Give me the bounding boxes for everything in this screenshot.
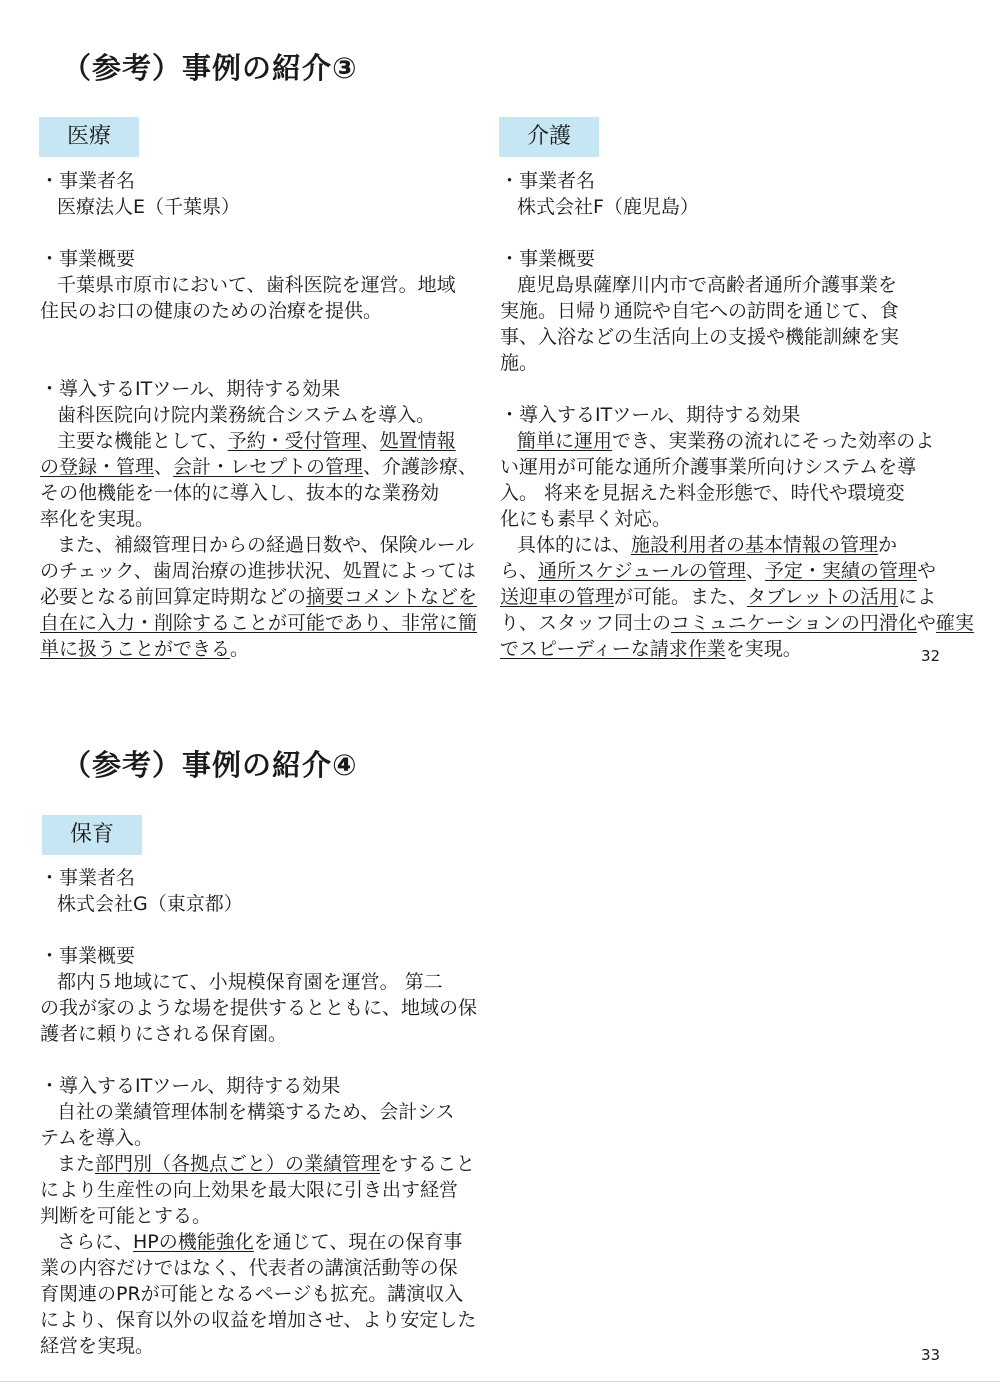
page-number: 33 [921, 1346, 941, 1364]
tool-line: 具体的には、施設利用者の基本情報の管理か [517, 534, 898, 556]
tool-line: また、補綴管理日からの経過日数や、保険ルール [57, 534, 475, 556]
tool-line: 業の内容だけではなく、代表者の講演活動等の保 [40, 1257, 458, 1279]
overview-line: 住民のお口の健康のための治療を提供。 [40, 300, 383, 322]
overview-line: 都内５地域にて、小規模保育園を運営。 第二 [57, 971, 443, 993]
tool-line: 判断を可能とする。 [40, 1205, 212, 1227]
tool-line: また部門別（各拠点ごと）の業績管理をすること [57, 1153, 476, 1175]
overview-line: 施。 [500, 352, 539, 374]
overview-label: ・事業概要 [40, 248, 136, 270]
tool-line: 送迎車の管理が可能。また、タブレットの活用によ [500, 586, 937, 608]
tool-line: テムを導入。 [40, 1127, 154, 1149]
overview-line: 鹿児島県薩摩川内市で高齢者通所介護事業を [517, 274, 898, 296]
overview-label: ・事業概要 [40, 945, 136, 967]
business-name-label: ・事業者名 [40, 867, 136, 889]
business-name: 株式会社F（鹿児島） [517, 196, 699, 218]
tool-line: のチェック、歯周治療の進捗状況、処置によっては [40, 560, 476, 582]
tool-line: 育関連のPRが可能となるページも拡充。講演収入 [40, 1283, 464, 1305]
business-name: 株式会社G（東京都） [57, 893, 243, 915]
page-number: 32 [921, 647, 941, 665]
business-name-label: ・事業者名 [500, 170, 596, 192]
tool-line: り、スタッフ同士のコミュニケーションの円滑化や確実 [500, 612, 974, 634]
overview-line: 千葉県市原市において、歯科医院を運営。地域 [57, 274, 456, 296]
tool-line: さらに、HPの機能強化を通じて、現在の保育事 [57, 1231, 463, 1253]
tool-line: 単に扱うことができる。 [40, 638, 250, 660]
overview-line: 事、入浴などの生活向上の支援や機能訓練を実 [500, 326, 900, 348]
tool-line: により生産性の向上効果を最大限に引き出す経営 [40, 1179, 459, 1201]
tool-line: 自社の業績管理体制を構築するため、会計シス [57, 1101, 455, 1123]
tool-line: 簡単に運用でき、実業務の流れにそった効率のよ [517, 430, 935, 452]
tool-line: い運用が可能な通所介護事業所向けシステムを導 [500, 456, 917, 478]
tool-line: 経営を実現。 [40, 1335, 155, 1357]
tool-line: その他機能を一体的に導入し、抜本的な業務効 [40, 482, 440, 504]
case-childcare [40, 865, 477, 1359]
tool-line: ら、通所スケジュールの管理、予定・実績の管理や [500, 560, 936, 582]
tool-label: ・導入するITツール、期待する効果 [500, 404, 801, 426]
overview-line: の我が家のような場を提供するとともに、地域の保 [40, 997, 478, 1019]
tool-line: 入。 将来を見据えた料金形態で、時代や環境変 [500, 482, 905, 504]
section-title-3: （参考）事例の紹介③ [62, 51, 358, 85]
tool-label: ・導入するITツール、期待する効果 [40, 378, 341, 400]
overview-line: 護者に頼りにされる保育園。 [40, 1023, 288, 1045]
tool-line: 主要な機能として、予約・受付管理、処置情報 [57, 430, 456, 452]
category-tag-care: 介護 [499, 117, 599, 157]
overview-line: 実施。日帰り通院や自宅への訪問を通じて、食 [500, 300, 899, 322]
category-tag-medical: 医療 [39, 117, 139, 157]
overview-label: ・事業概要 [500, 248, 596, 270]
section-title-4: （参考）事例の紹介④ [62, 748, 358, 782]
tool-line: 自在に入力・削除することが可能であり、非常に簡 [40, 612, 478, 634]
tool-line: でスピーディーな請求作業を実現。 [500, 638, 802, 660]
tool-line: 必要となる前回算定時期などの摘要コメントなどを [40, 586, 478, 608]
case-care [500, 168, 974, 662]
tool-line: 率化を実現。 [40, 508, 155, 530]
case-medical [40, 168, 477, 662]
tool-line: 化にも素早く対応。 [500, 508, 672, 530]
business-name-label: ・事業者名 [40, 170, 136, 192]
tool-line: の登録・管理、会計・レセプトの管理、介護診療、 [40, 456, 478, 478]
business-name: 医療法人E（千葉県） [57, 196, 241, 218]
tool-line: 歯科医院向け院内業務統合システムを導入。 [57, 404, 436, 426]
category-tag-childcare: 保育 [42, 815, 142, 855]
page-edge [0, 1381, 1000, 1382]
tool-line: により、保育以外の収益を増加させ、より安定した [40, 1309, 477, 1331]
tool-label: ・導入するITツール、期待する効果 [40, 1075, 341, 1097]
